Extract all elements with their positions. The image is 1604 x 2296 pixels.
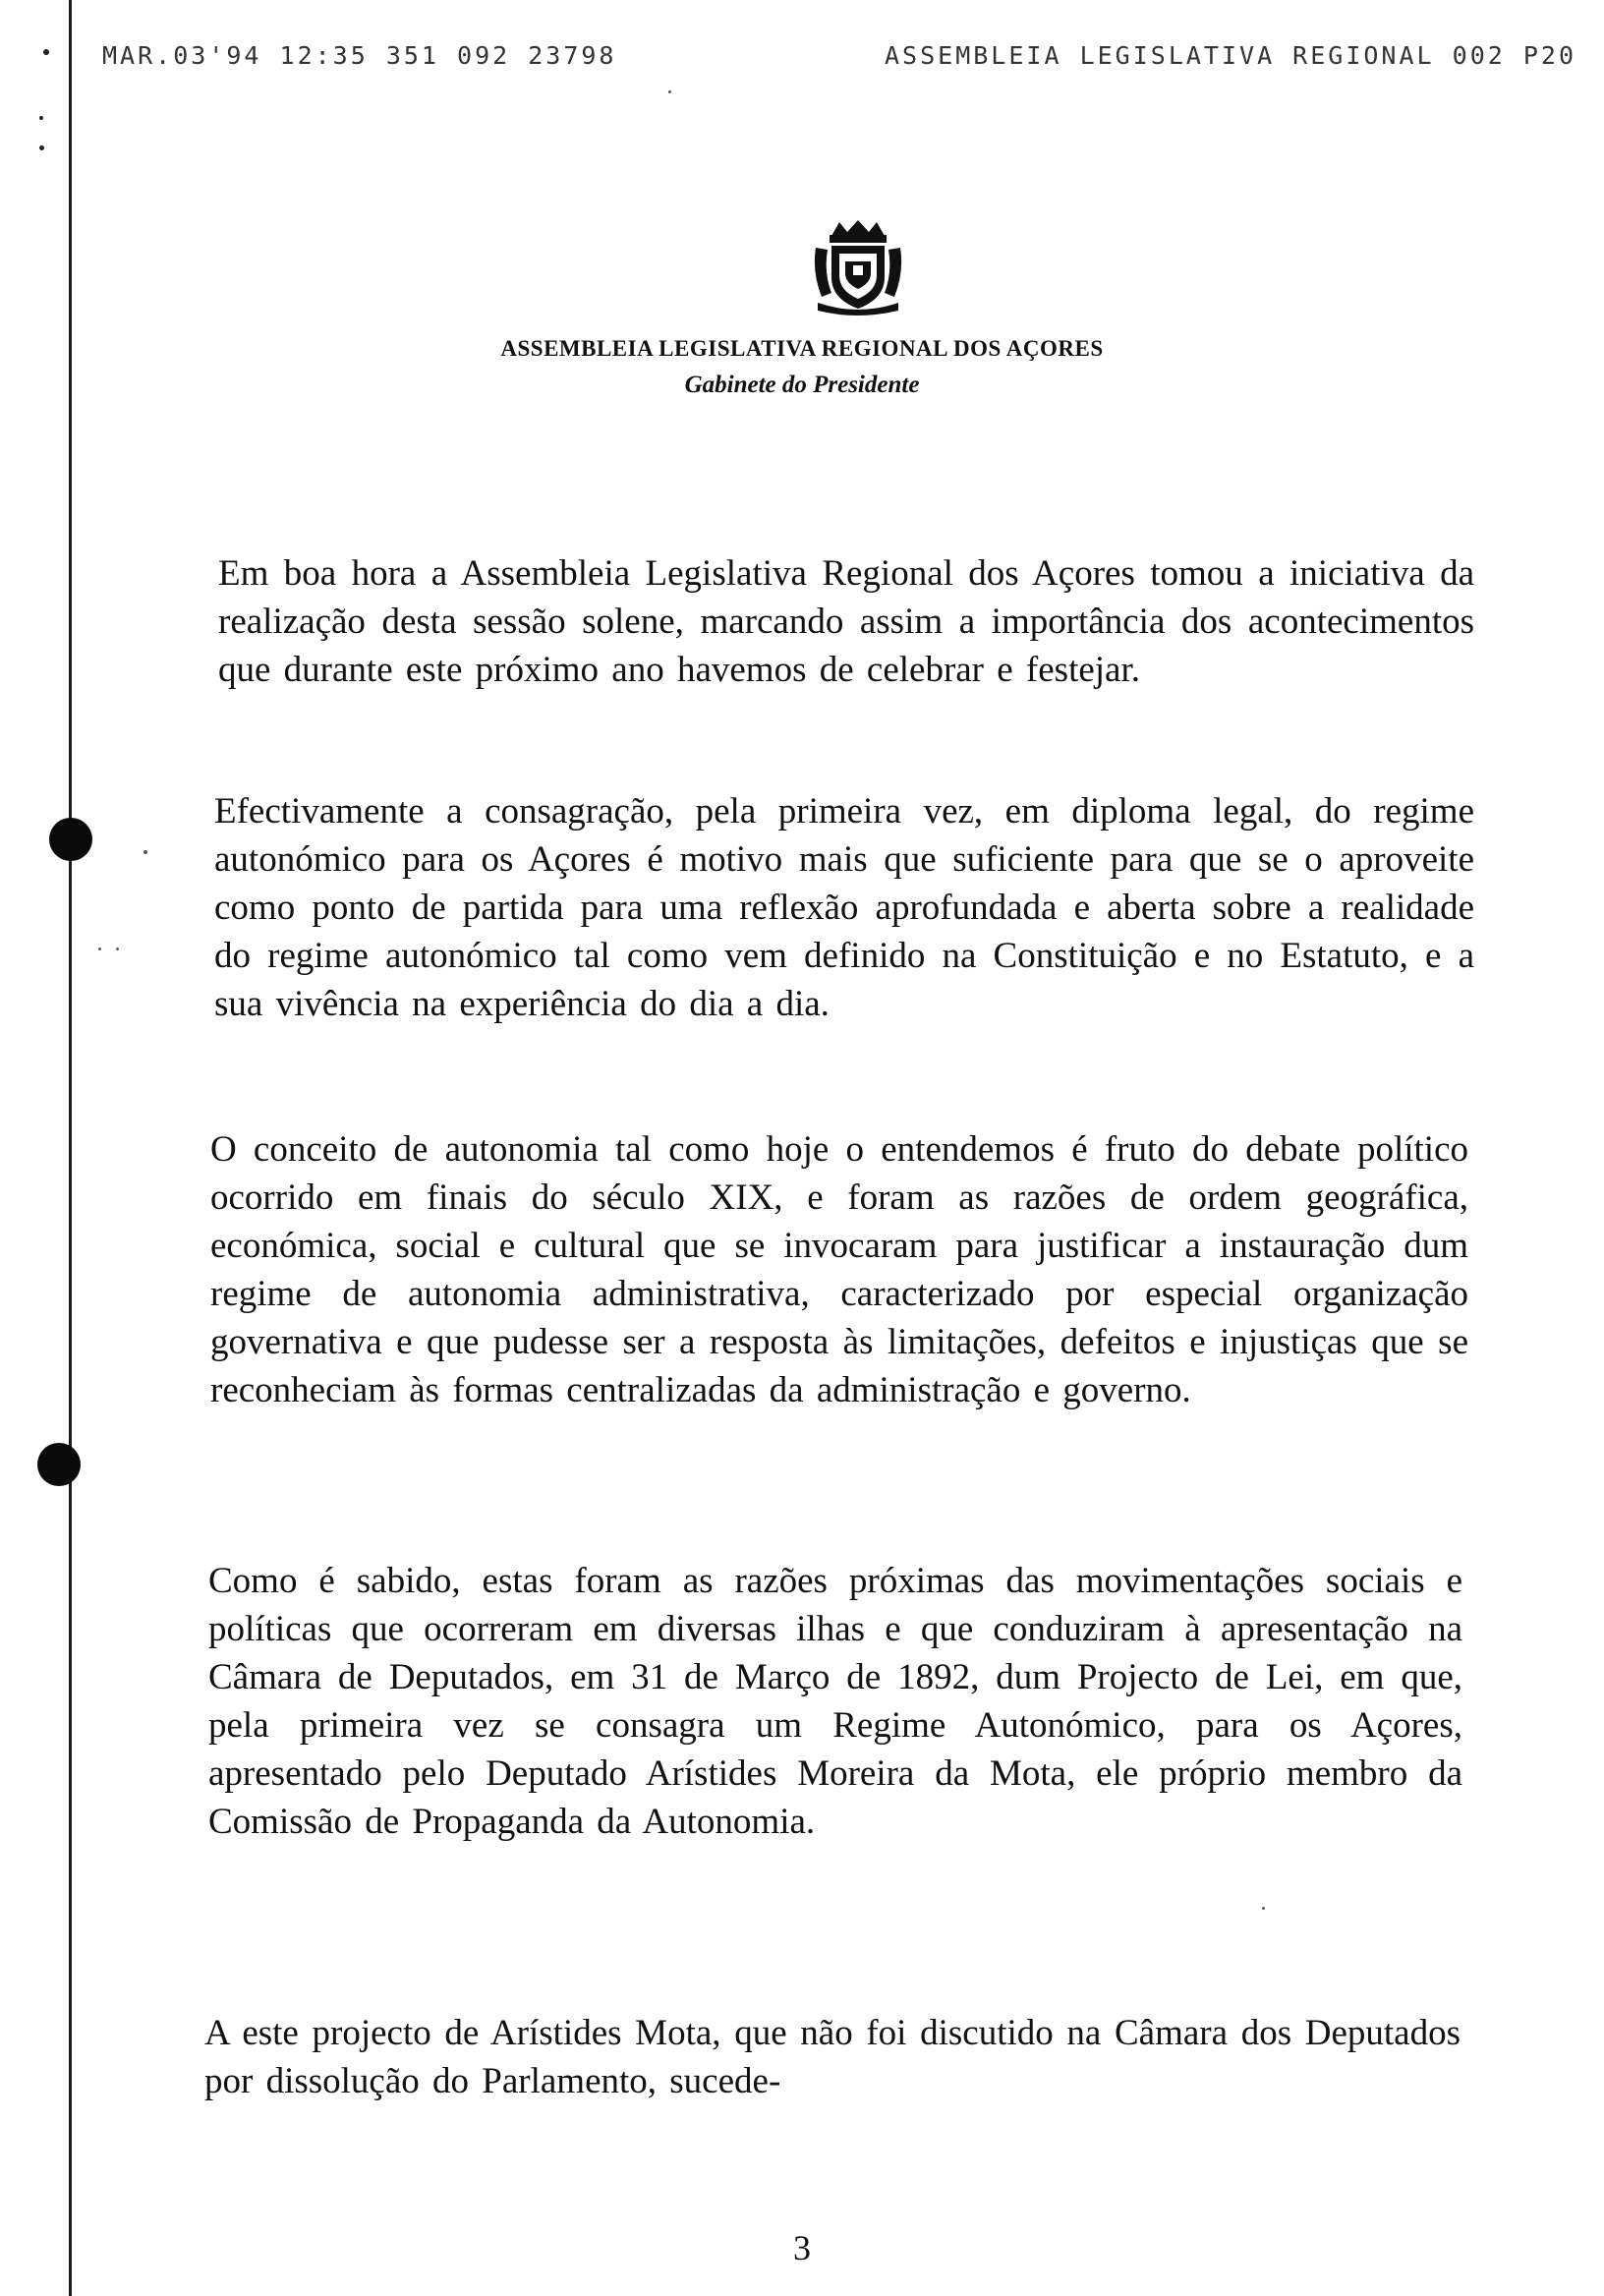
scan-mark [39,116,43,120]
body-paragraph: Em boa hora a Assembleia Legislativa Regional dos Açores tomou a iniciativa da realização desta sessão solene, marcando assim a importância dos acontecimentos que durante este próximo ano havemos de celebrar e festejar. [218,553,1474,690]
office-name: Gabinete do Presidente [684,372,920,398]
fax-date-time-number: MAR.03'94 12:35 351 092 23798 [102,41,617,70]
coat-of-arms-icon [810,218,906,316]
scan-mark [39,145,44,150]
scan-speck [98,947,101,950]
scan-mark [43,49,49,55]
body-paragraph: Efectivamente a consagração, pela primeira vez, em diploma legal, do regime autonómico para os Açores é motivo mais que suficiente para que se o aproveite como ponto de partida para uma reflexão aprofundada e aberta sobre a realidade do regime autonómico tal como vem definido na Constituição e no Estatuto, e a sua vivência na experiência do dia a dia. [214,791,1474,1024]
fax-sender-page: ASSEMBLEIA LEGISLATIVA REGIONAL 002 P20 [885,41,1576,70]
body-paragraph: A este projecto de Arístides Mota, que não foi discutido na Câmara dos Deputados por dissolução do Parlamento, sucede- [204,2013,1461,2101]
body-paragraph: Como é sabido, estas foram as razões próximas das movimentações sociais e políticas que ocorreram em diversas ilhas e que conduziram à apresentação na Câmara de Deputados, em 31 de Março de 1892, dum Projecto de Lei, em que, pela primeira vez se consagra um Regime Autonómico, para os Açores, apresentado pelo Deputado Arístides Moreira da Mota, ele próprio membro da Comissão de Propaganda da Autonomia. [208,1561,1462,1842]
scan-speck [1262,1907,1265,1910]
page-number: 3 [793,2228,811,2267]
punch-hole-icon [37,1443,81,1486]
fax-transmission-header [102,41,1576,81]
organization-name: ASSEMBLEIA LEGISLATIVA REGIONAL DOS AÇORES [500,336,1104,361]
scan-speck [143,850,147,854]
punch-hole-icon [49,818,92,861]
scan-speck [668,90,671,93]
scan-speck [116,947,119,950]
body-paragraph: O conceito de autonomia tal como hoje o entendemos é fruto do debate político ocorrido em finais do século XIX, e foram as razões de ordem geográfica, económica, social e cultural que se invocaram para justificar a instauração dum regime de autonomia administrativa, caracterizado por especial organização governativa e que pudesse ser a resposta às limitações, defeitos e injustiças que se reconheciam às formas centralizadas da administração e governo. [210,1129,1468,1410]
